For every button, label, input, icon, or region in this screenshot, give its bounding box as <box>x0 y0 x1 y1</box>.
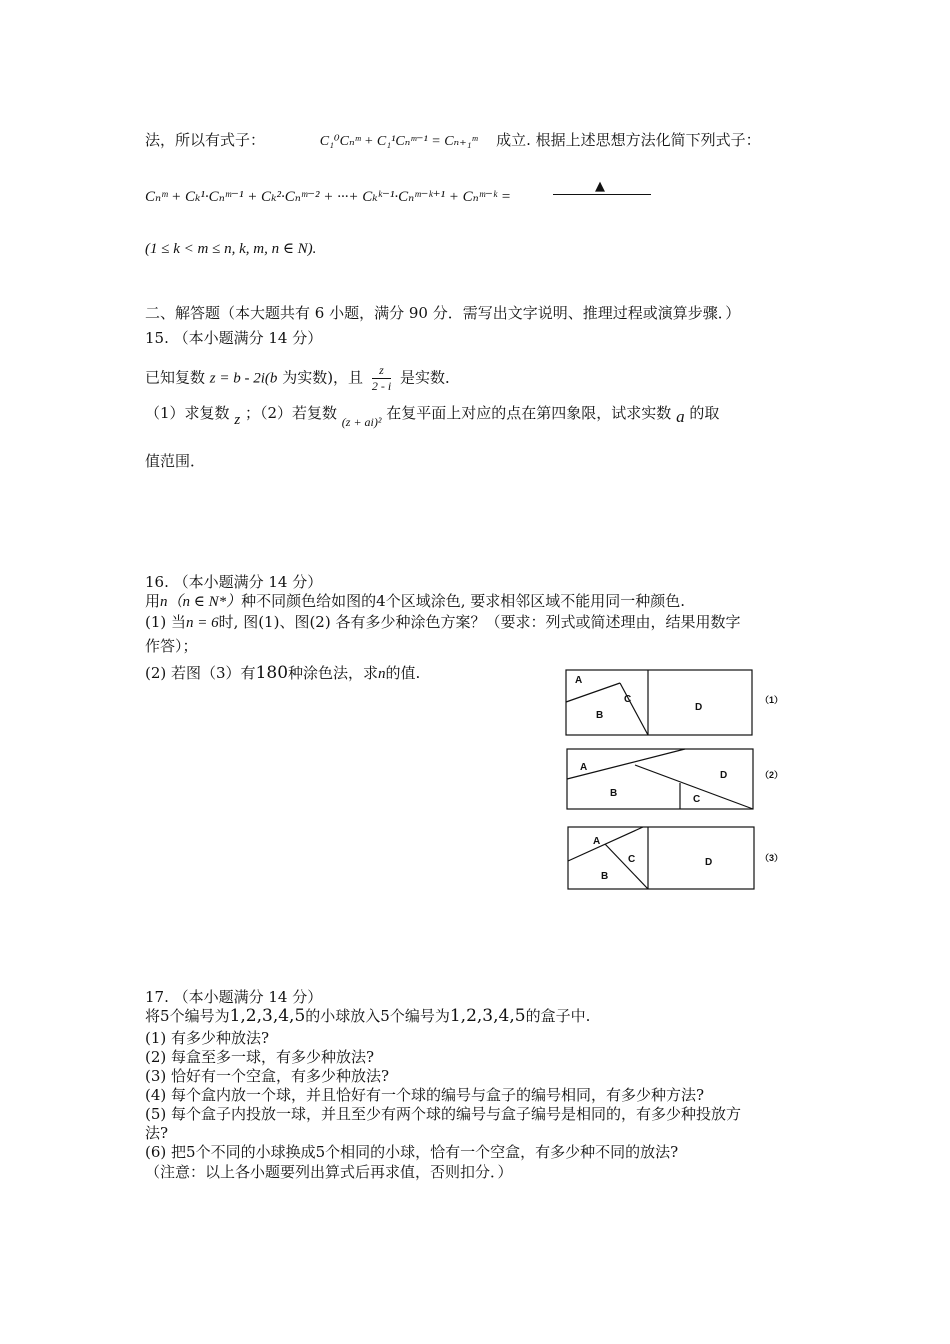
q17-item: (1) 有多少种放法? <box>145 1029 270 1047</box>
fig2-region-b: B <box>610 788 618 799</box>
intro-tail: 成立. 根据上述思想方法化简下列式子： <box>496 131 761 149</box>
q15-given <box>145 363 460 394</box>
q16-n-cond: （n ∈ N*） <box>167 594 242 610</box>
q15-z-expr: z = b - 2i(b <box>209 370 278 387</box>
q15-fraction <box>372 363 391 394</box>
q15-frac-num: z <box>372 363 391 379</box>
q16-line1-a: 用 <box>145 592 161 610</box>
q16-line1 <box>145 592 685 611</box>
q15-complex-square: (z + ai)² <box>341 415 382 429</box>
q16-line4-c: 的值. <box>385 664 421 682</box>
q15-given-b: 为实数)，且 <box>282 368 364 387</box>
q17-item: (3) 恰好有一个空盒，有多少种放法? <box>145 1067 390 1085</box>
q17-five: 5 <box>160 1007 170 1025</box>
q17-item6 <box>145 1143 678 1161</box>
fig1-region-c: C <box>624 694 632 705</box>
q17-five-4: 5 <box>315 1143 326 1161</box>
q16-n-eq: n = 6 <box>186 615 219 631</box>
coloring-figures <box>560 665 800 900</box>
q16-line2-b: 时, 图(1)、图(2) 各有多少种涂色方案？（要求：列式或简述理由，结果用数字 <box>218 613 741 631</box>
q15-parts <box>145 404 720 429</box>
q17-item: (2) 每盒至多一球，有多少种放法? <box>145 1048 375 1066</box>
q15-part2-a: ；（2）若复数 <box>244 404 337 422</box>
fig3-region-c: C <box>628 854 636 865</box>
q17-nums-2: 1,2,3,4,5 <box>449 1006 526 1026</box>
q16-n-2: n <box>378 666 386 682</box>
q16-line4-b: 种涂色法，求 <box>288 664 379 682</box>
q16-n: n <box>160 594 168 610</box>
fig2-region-c: C <box>693 794 701 805</box>
fig3-region-b: B <box>601 871 609 882</box>
q15-part2-d: 值范围． <box>145 452 206 470</box>
answer-blank <box>553 194 651 195</box>
q17-item: (5) 每个盒子内投放一球，并且至少有两个球的编号与盒子编号是相同的，有多少种投放方 <box>145 1105 742 1123</box>
blank-marker-icon: ▲ <box>595 179 605 194</box>
fig1-region-a: A <box>575 675 583 686</box>
q17-header: 17. （本小题满分 14 分） <box>145 988 323 1006</box>
figure1-frame <box>566 670 752 735</box>
q17-intro-c: 的小球放入 <box>305 1007 381 1025</box>
q17-intro-a: 将 <box>145 1007 161 1025</box>
q15-a: a <box>676 407 685 426</box>
q17-intro <box>145 1007 590 1025</box>
intro-lead: 法，所以有式子： <box>145 131 266 149</box>
fig3-region-a: A <box>593 836 601 847</box>
q17-item6-c: 个相同的小球，恰有一个空盒，有多少种不同的放法? <box>325 1143 679 1161</box>
q16-line2 <box>145 613 740 632</box>
q15-part2-c: 的取 <box>689 404 720 422</box>
q16-four: 4 <box>376 592 386 610</box>
condition: (1 ≤ k < m ≤ n, k, m, n ∈ N). <box>145 241 317 257</box>
q15-given-c: 是实数． <box>399 368 460 387</box>
q16-line2-a: (1) 当 <box>145 613 187 631</box>
q17-intro-e: 的盒子中. <box>525 1007 591 1025</box>
fig2-region-a: A <box>580 762 588 773</box>
q17-item6-a: (6) 把 <box>145 1143 187 1161</box>
q15-z: z <box>234 412 241 428</box>
fig1-region-d: D <box>695 702 703 713</box>
fig1-region-b: B <box>596 710 604 721</box>
fig2-region-d: D <box>720 770 728 781</box>
q17-five-2: 5 <box>380 1007 390 1025</box>
q16-line4 <box>145 664 420 683</box>
fig2-label: （2） <box>760 770 784 780</box>
q17-five-3: 5 <box>186 1143 196 1161</box>
q15-given-a: 已知复数 <box>145 368 206 387</box>
q17-nums: 1,2,3,4,5 <box>229 1006 306 1026</box>
expression-to-simplify: Cₙᵐ + Cₖ¹·Cₙᵐ⁻¹ + Cₖ²·Cₙᵐ⁻² + ···+ Cₖᵏ⁻¹·Cₙᵐ⁻ᵏ⁺¹ + Cₙᵐ⁻ᵏ = <box>145 189 511 205</box>
q17-item: (4) 每个盒内放一个球，并且恰好有一个球的编号与盒子的编号相同，有多少种方法? <box>145 1086 705 1104</box>
fig3-region-d: D <box>705 857 713 868</box>
q15-part1: （1）求复数 <box>145 404 230 422</box>
q16-line1-b: 种不同颜色给如图的 <box>241 592 377 610</box>
q15-frac-den: 2 - i <box>371 379 392 393</box>
q16-180: 180 <box>255 663 289 683</box>
q17-intro-d: 个编号为 <box>389 1007 450 1025</box>
q16-line4-a: (2) 若图（3）有 <box>145 664 256 682</box>
section-heading: 二、解答题（本大题共有 6 小题，满分 90 分．需写出文字说明、推理过程或演算步骤．） <box>145 304 741 322</box>
fig1-label: （1） <box>760 695 784 705</box>
q17-item6-b: 个不同的小球换成 <box>195 1143 316 1161</box>
q17-item: 法? <box>145 1124 169 1142</box>
combination-identity: C₁⁰Cₙᵐ + C₁¹Cₙᵐ⁻¹ = Cₙ₊₁ᵐ <box>319 134 478 149</box>
intro-line <box>145 131 761 151</box>
q16-line3: 作答）； <box>145 637 198 655</box>
fig3-label: （3） <box>760 853 784 863</box>
q16-line1-c: 个区域涂色, 要求相邻区域不能用同一种颜色. <box>385 592 685 610</box>
q16-header: 16. （本小题满分 14 分） <box>145 573 323 591</box>
q17-intro-b: 个编号为 <box>169 1007 230 1025</box>
q15-header: 15. （本小题满分 14 分） <box>145 329 323 347</box>
q15-part2-b: 在复平面上对应的点在第四象限，试求实数 <box>386 404 672 422</box>
q17-note: （注意：以上各小题要列出算式后再求值，否则扣分．） <box>145 1163 513 1181</box>
